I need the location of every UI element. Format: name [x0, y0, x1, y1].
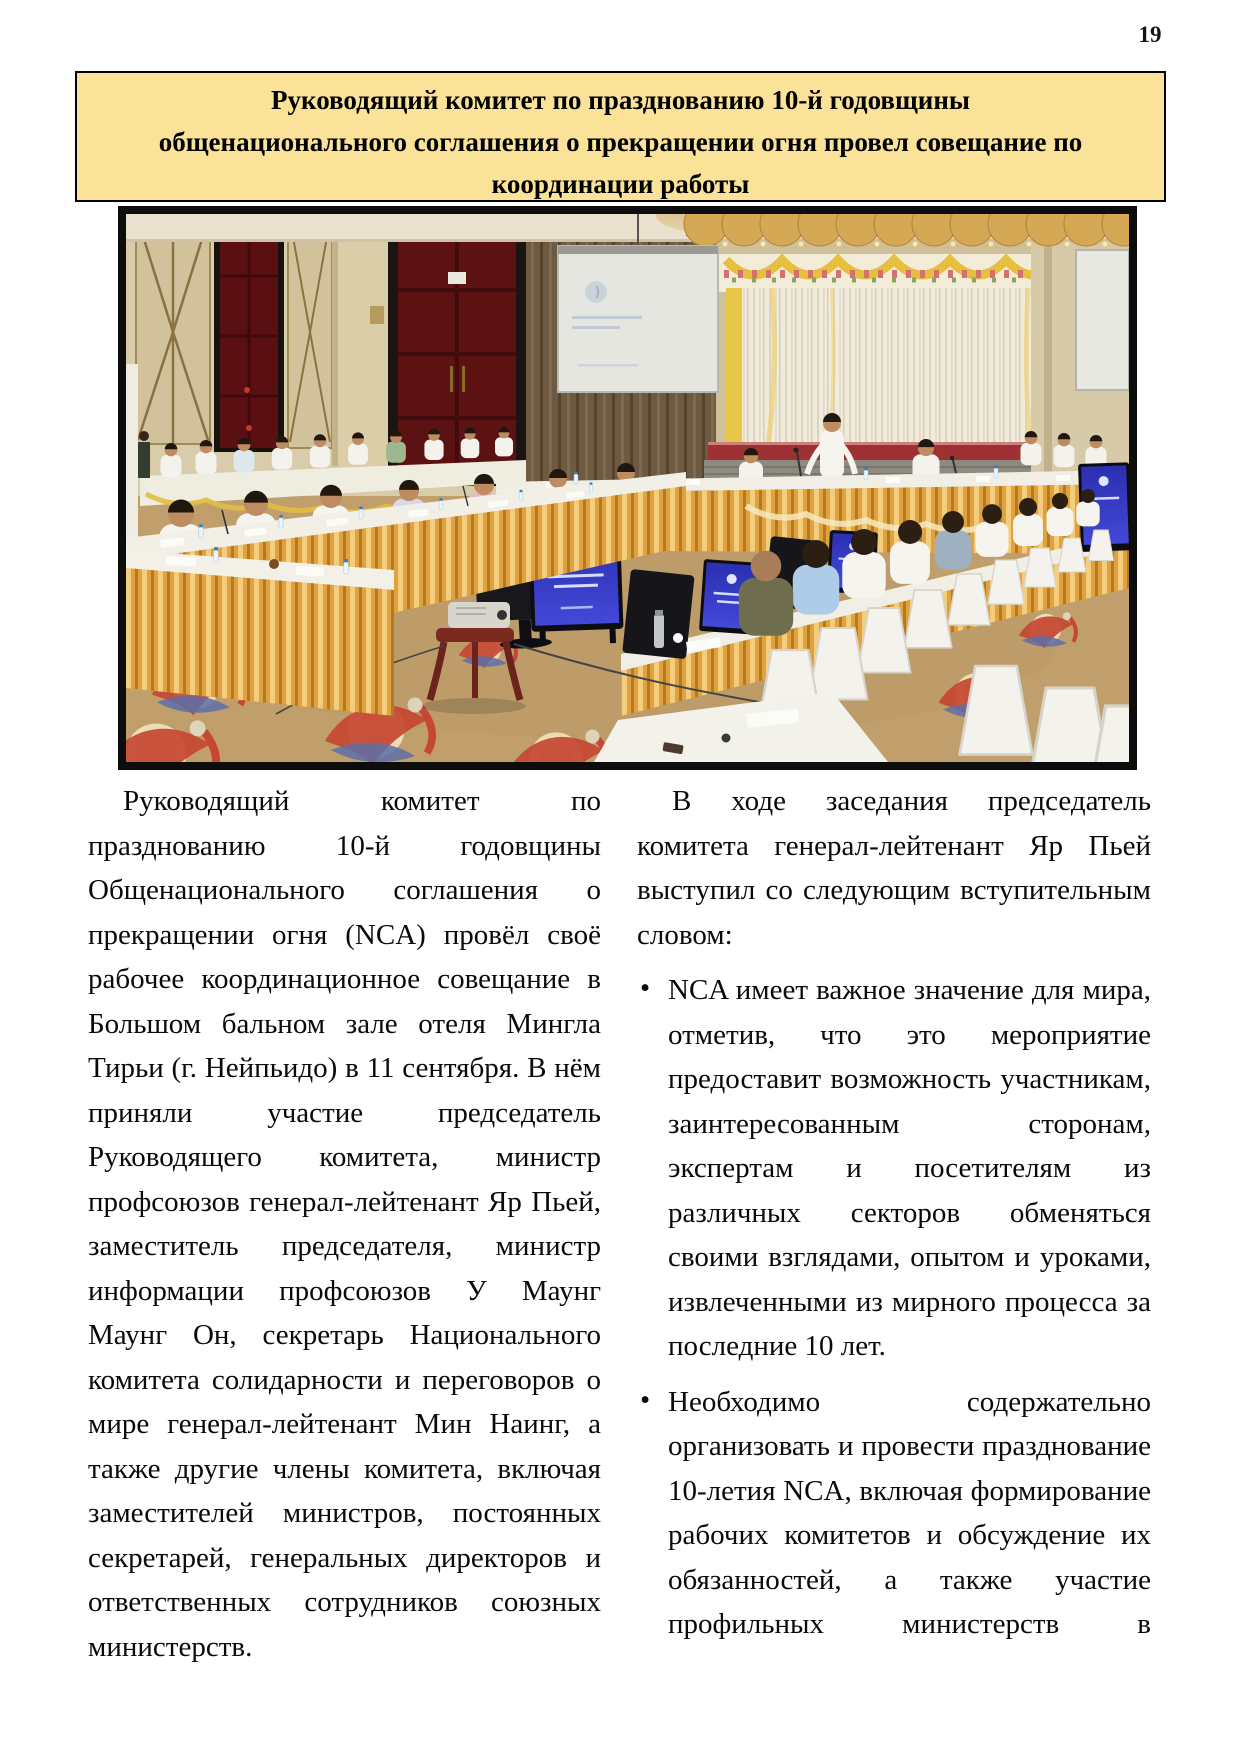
article-title-box — [75, 71, 1166, 202]
bullet-item-1 — [637, 968, 1151, 1369]
bullet-marker: • — [640, 972, 651, 1004]
conference-photo — [118, 206, 1137, 770]
bullet-item-2 — [637, 1380, 1151, 1647]
bullet-text-2: Необходимо содержательно организовать и провести празднование 10-летия NCA, включая формирование рабочих комитетов и обсуждение их обязанностей, а также участие профильных министерств в — [668, 1385, 1151, 1640]
article-title-line-2: общенационального соглашения о прекращении огня провел совещание по — [158, 127, 1083, 157]
foreground-table-left — [126, 547, 394, 716]
right-column-intro: В ходе заседания председатель комитета генерал-лейтенант Яр Пьей выступил со следующим вступительным словом: — [637, 785, 1151, 951]
conference-photo-illustration — [126, 214, 1129, 762]
article-title-line-3: координации работы — [491, 169, 750, 199]
left-column-paragraph: Руководящий комитет по празднованию 10-й годовщины Общенационального соглашения о прекращении огня (NCA) провёл своё рабочее координационное совещание в Большом бальном зале отеля Мингла Тирьи (г. Нейпьидо) в 11 сентября. В нём приняли участие председатель Руководящего комитета, министр профсоюзов генерал-лейтенант Яр Пьей, заместитель председателя, министр информации профсоюзов У Маунг Маунг Он, секретарь Национального комитета солидарности и переговоров о мире генерал-лейтенант Мин Наинг, а также другие члены комитета, включая заместителей министров, постоянных секретарей, генеральных директоров и ответственных сотрудников союзных министерств. — [88, 785, 601, 1663]
bullet-text-1: NCA имеет важное значение для мира, отметив, что это мероприятие предоставит возможность участникам, заинтересованным сторонам, экспертам и посетителям из различных секторов обменяться своими взглядами, опытом и уроками, извлеченными из мирного процесса за последние 10 лет. — [668, 974, 1151, 1362]
body-left-column — [88, 779, 601, 1669]
article-title-line-1: Руководящий комитет по празднованию 10-й годовщины — [271, 85, 970, 115]
body-right-column — [637, 779, 1151, 1647]
bullet-marker: • — [640, 1383, 651, 1416]
page-number: 19 — [1138, 22, 1162, 47]
